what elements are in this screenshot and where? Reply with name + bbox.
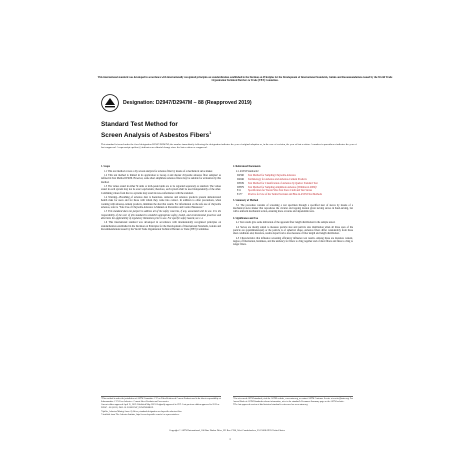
footnotes-left bbox=[101, 396, 221, 418]
section-heading-referenced-documents: 2. Referenced Documents bbox=[233, 165, 261, 168]
reference-link[interactable]: Test Method for Classification of Asbestos by Quebec Standard Test bbox=[248, 181, 318, 185]
reference-link[interactable]: Test Method for Sampling Chrysotile Asbestos bbox=[248, 174, 296, 178]
reference-link[interactable]: Terminology for Asbestos and Asbestos-Cement Products bbox=[248, 177, 307, 181]
paragraph-3-1: 3.1 The procedure consists of screening a test specimen through a specified nest of sieves by means of a mechanical sieve shaker that reproduces the circular and tapping motion given sieving sieves in hand-sieving, but with a uniform mechanical action, ensuring more accurate and dependable tests. bbox=[233, 203, 353, 214]
paragraph-4-2: 4.2 Sieves are ideally suited to measure particle size and particle size distribution when all three axes of the particle are (equidimensional) or the particle is of spherical shape. Asbestos fibers differ considerably from these ideal conditions and, therefore, results depart from a true measure of fiber length and length distribution. bbox=[233, 225, 353, 236]
paragraph-4-3: 4.3 Characteristics that influence screening efficiency influence test results. Among these are moisture content, degree of fiberization, harshness, and the tendency for fibers to cling together and of short fibers and fines to cling to longer fibers. bbox=[233, 236, 353, 247]
wto-notice: This international standard was developed in accordance with internationally recognized principles on standardization established in the Decision on Principles for the Development of International Standards, Guides and Recommendations issued by the World Trade Organization Technical Barriers to Trade (TBT) Committee. bbox=[97, 76, 393, 83]
title-text: Screen Analysis of Asbestos Fibers bbox=[101, 132, 210, 140]
section-heading-scope: 1. Scope bbox=[101, 165, 110, 168]
section-heading-significance: 4. Significance and Use bbox=[233, 216, 259, 220]
reference-link[interactable]: Specification for Woven Wire Test Sieve Cloth and Test Sieves bbox=[248, 189, 313, 193]
paragraph-4-1: 4.1 Test results give some indication of the apparent fiber length distribution in the sample tested. bbox=[236, 221, 336, 225]
reference-number: D3639 bbox=[237, 181, 244, 185]
reference-item[interactable] bbox=[237, 193, 353, 196]
footnote: Current edition approved April 15, 2019. Published May 2019. Originally approved in 1971. Last previous edition approved in 2013 as D2947 – 88 (2013). DOI: 10.1520/D2947_D2947M-88R19. bbox=[101, 404, 220, 410]
page-number: 1 bbox=[229, 437, 231, 441]
footnotes-right bbox=[233, 396, 353, 408]
reference-number: D2946 bbox=[237, 177, 244, 181]
paragraph-2-1: 2.1 ASTM Standards:³ bbox=[236, 169, 259, 173]
footnote: ⁴ The last approved version of this historical standard is referenced on www.astm.org. bbox=[233, 404, 308, 407]
paragraph-1-6: 1.6 This international standard was developed in accordance with internationally recognized principles on standardization established in the Decision on Principles for the Development of International Standards, Guides and Recommendations issued by the World Trade Organization Technical Barriers to Trade (TBT) Committee. bbox=[101, 221, 221, 231]
footnote: ¹ This method is under the jurisdiction of ASTM Committee C17 on Fiber-Reinforced Cement Products and is the direct responsibility of Subcommittee C17.03 on Asbestos - Cement Sheet Products and Accessories. bbox=[101, 398, 221, 403]
reference-number: E177 bbox=[237, 193, 243, 197]
document-header bbox=[101, 94, 401, 116]
title-line-1: Standard Test Method for bbox=[101, 121, 178, 128]
title-line-2 bbox=[101, 129, 361, 140]
reference-item[interactable] bbox=[237, 178, 353, 181]
paragraph-1-5: 1.5 This standard does not purport to address all of the safety concerns, if any, associated with its use. It is the responsibility of the user of this standard to establish appropriate safety, health, and environmental practices and determine the applicability of regulatory limitations prior to use. For specific safety hazard, see 1.4. bbox=[101, 210, 221, 220]
document-title bbox=[101, 121, 361, 140]
reference-item[interactable] bbox=[237, 186, 353, 189]
reference-number: D3879 bbox=[237, 185, 244, 189]
paragraph-1-3: 1.3 The values stated in either SI units or inch-pound units are to be regarded separately as standard. The values stated in each system may not be exact equivalents; therefore, each system shall be used independently of the other. Combining values from the two systems may result in non-conformance with the standard. bbox=[101, 185, 221, 195]
reference-number: E11 bbox=[237, 189, 242, 193]
astm-logo-icon bbox=[101, 94, 119, 112]
standard-issue-note: This standard is issued under the fixed designation D2947/D2947M; the number immediately following the designation indicates the year of original adoption or, in the case of revision, the year of last revision. A number in parentheses indicates the year of last reapproval. A superscript epsilon (ε) indicates an editorial change since the last revision or reapproval. bbox=[101, 143, 357, 150]
right-column bbox=[233, 163, 353, 248]
reference-number: D2590 bbox=[237, 174, 244, 178]
section-heading-summary: 3. Summary of Method bbox=[233, 199, 259, 203]
reference-item[interactable] bbox=[237, 189, 353, 192]
paragraph-1-4: 1.4 Warning—Breathing of asbestos dust is hazardous. Asbestos and asbestos products present demonstrated health risks for users and for those with whom they come into contact. In addition to other precautions, when working with asbestos-cement products, minimize the dust that results. For information on the safe use of chrysotile asbestos, refer to "Safe Use of Chrysotile Asbestos: A Manual on Preventive and Control Measures." bbox=[101, 196, 221, 209]
reference-item[interactable] bbox=[237, 182, 353, 185]
reference-link[interactable]: Practice for Use of the Terms Precision and Bias in ASTM Test Methods bbox=[248, 193, 322, 197]
footnote: ² Spiller, Asbestos Mining Assoc. Q 64 ton, standard designation as chrysotile asbestos fiber. bbox=[101, 410, 182, 413]
reference-item[interactable] bbox=[237, 174, 353, 177]
reference-link[interactable]: Test Method for Sampling Amphibole Asbestos (Withdrawn 2009)⁴ bbox=[248, 185, 317, 189]
copyright-line: Copyright © ASTM International, 100 Barr Harbor Drive, PO Box C700, West Conshohocken, PA 19428-2959. United States bbox=[169, 430, 285, 432]
paragraph-1-2: 1.2 This test method is limited in its application to Group 4 and shorter chrysotile asbestos fiber samples² as defined in Test Method D3639. However, some short amphibole asbestos fibers may be suitable for evaluation by this method. bbox=[101, 174, 221, 184]
footnote: ³ For referenced ASTM standards, visit the ASTM website, www.astm.org, or contact ASTM Customer Service at service@astm.org. For Annual Book of ASTM Standards volume information, refer to the standard's Document Summary page on the ASTM website. bbox=[233, 398, 353, 403]
footnote: ³ Available from The Asbestos Institute, http://www.chrysotile.com/en/ or representatives. bbox=[101, 414, 180, 417]
paragraph-1-1: 1.1 This test method covers a dry screen analysis for asbestos fiber by means of a mechanical sieve shaker. bbox=[104, 169, 213, 173]
left-column bbox=[101, 163, 221, 232]
title-footnote-mark: 1 bbox=[209, 131, 212, 135]
designation: Designation: D2947/D2947M – 88 (Reapproved 2019) bbox=[123, 100, 252, 106]
